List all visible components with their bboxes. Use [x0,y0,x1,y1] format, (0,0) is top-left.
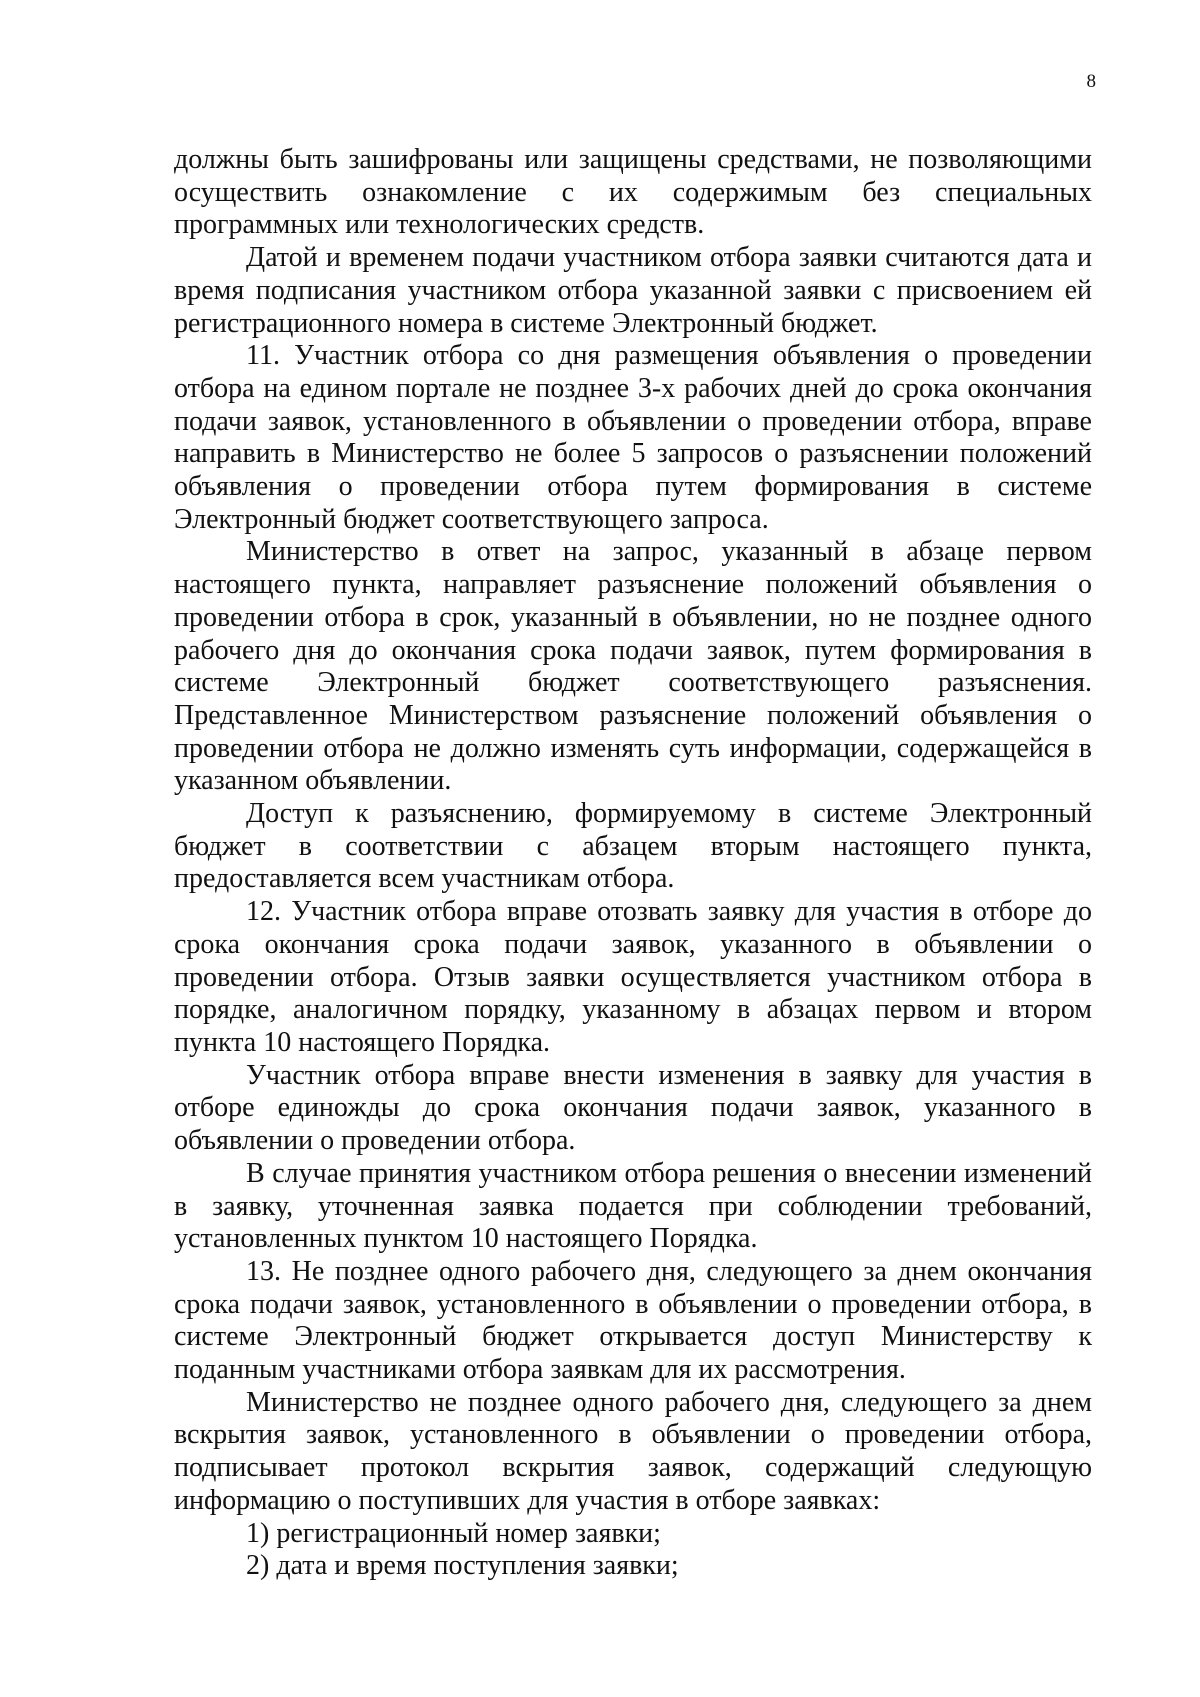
paragraph-ministry-response: Министерство в ответ на запрос, указанный в абзаце первом настоящего пункта, направляет разъяснение положений объявления о проведении отбора в срок, указанный в объявлении, но не позднее одного рабочего дня до окончания срока подачи заявок, путем формирования в системе Электронный бюджет соответствующего разъяснения. Представленное Министерством разъяснение положений объявления о проведении отбора не должно изменять суть информации, содержащейся в указанном объявлении. [174,536,1092,797]
paragraph-clause-11: 11. Участник отбора со дня размещения объявления о проведении отбора на едином портале не позднее 3-х рабочих дней до срока окончания подачи заявок, установленного в объявлении о проведении отбора, вправе направить в Министерство не более 5 запросов о разъяснении положений объявления о проведении отбора путем формирования в системе Электронный бюджет соответствующего запроса. [174,340,1092,535]
paragraph-clause-12: 12. Участник отбора вправе отозвать заявку для участия в отборе до срока окончания срока подачи заявок, указанного в объявлении о проведении отбора. Отзыв заявки осуществляется участником отбора в порядке, аналогичном порядку, указанному в абзацах первом и втором пункта 10 настоящего Порядка. [174,896,1092,1058]
paragraph-submission-datetime: Датой и временем подачи участником отбора заявки считаются дата и время подписания участником отбора указанной заявки с присвоением ей регистрационного номера в системе Электронный бюджет. [174,242,1092,339]
paragraph-access-to-clarification: Доступ к разъяснению, формируемому в системе Электронный бюджет в соответствии с абзацем вторым настоящего пункта, предоставляется всем участникам отбора. [174,798,1092,895]
paragraph-continuation: должны быть зашифрованы или защищены средствами, не позволяющими осуществить ознакомление с их содержимым без специальных программных или технологических средств. [174,144,1092,241]
list-item: 2) дата и время поступления заявки; [246,1550,679,1582]
document-body [174,144,1092,1583]
page-number: 8 [1086,71,1096,92]
paragraph-clause-13: 13. Не позднее одного рабочего дня, следующего за днем окончания срока подачи заявок, установленного в объявлении о проведении отбора, в системе Электронный бюджет открывается доступ Министерству к поданным участниками отбора заявкам для их рассмотрения. [174,1255,1092,1386]
paragraph-amended-application: В случае принятия участником отбора решения о внесении изменений в заявку, уточненная заявка подается при соблюдении требований, установленных пунктом 10 настоящего Порядка. [174,1157,1092,1255]
paragraph-opening-protocol: Министерство не позднее одного рабочего дня, следующего за днем вскрытия заявок, установленного в объявлении о проведении отбора, подписывает протокол вскрытия заявок, содержащий следующую информацию о поступивших для участия в отборе заявках: [174,1386,1092,1516]
paragraph-amend-application: Участник отбора вправе внести изменения в заявку для участия в отборе единожды до срока окончания подачи заявок, указанного в объявлении о проведении отбора. [174,1059,1092,1157]
list-item: 1) регистрационный номер заявки; [246,1517,661,1549]
